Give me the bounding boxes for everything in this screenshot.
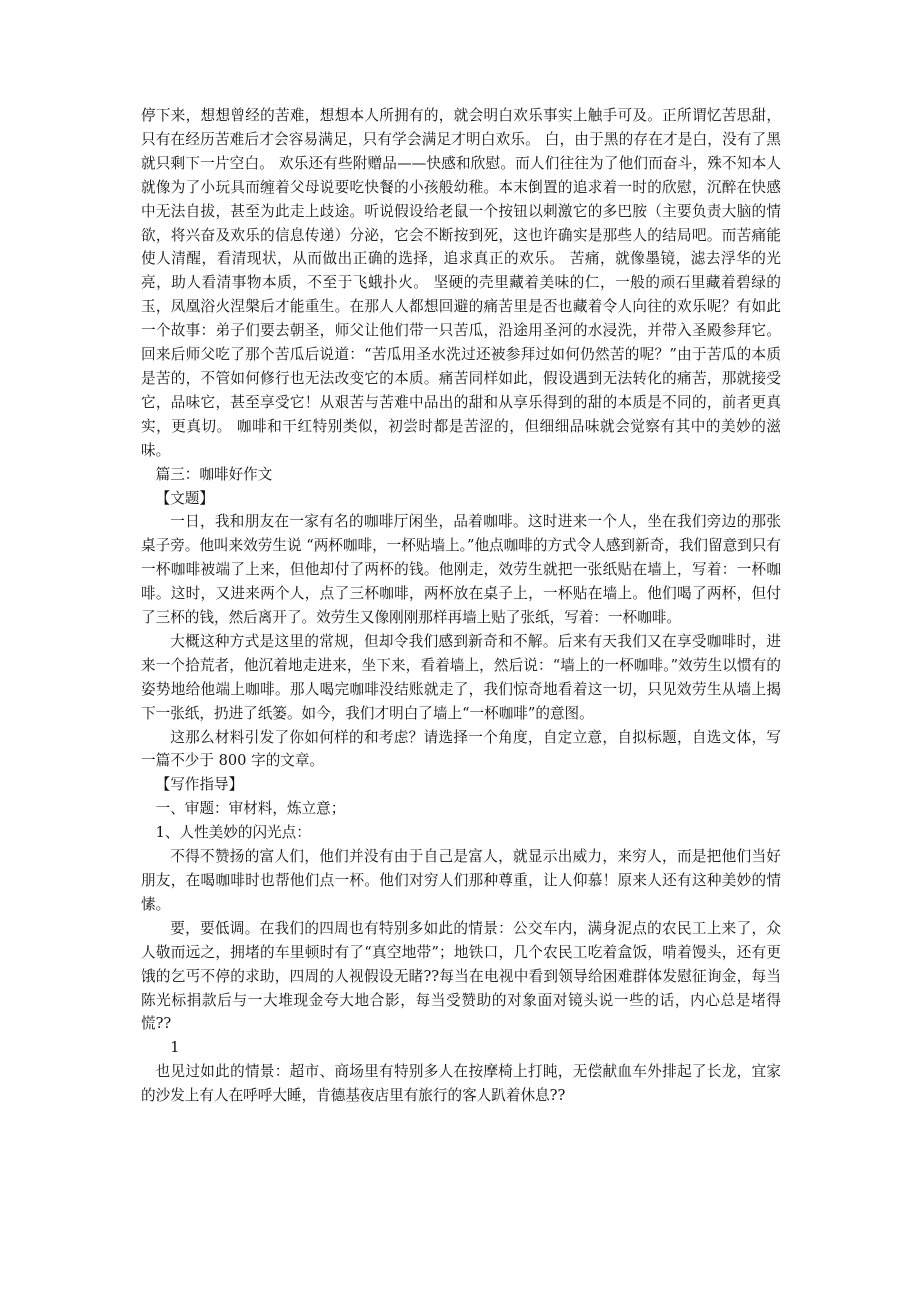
paragraph-story-2: 大概这种方式是这里的常规，但却令我们感到新奇和不解。后来有天我们又在享受咖啡时，进来一个拾荒者，他沉着地走进来，坐下来，看着墙上，然后说：“墙上的一杯咖啡。”效劳生以惯有的姿势地给他端上咖啡。那人喝完咖啡没结账就走了，我们惊奇地看着这一切，只见效劳生从墙上揭下一张纸，扔进了纸篓。如今，我们才明白了墙上“一杯咖啡”的意图。 [141, 632, 781, 722]
outline-item-1: 一、审题：审材料，炼立意； [155, 800, 346, 818]
paragraph-task: 这那么材料引发了你如何样的和考虑？请选择一个角度，自定立意，自拟标题，自选文体，写一篇不少于 800 字的文章。 [141, 728, 781, 770]
section-heading: 篇三：咖啡好作文 [155, 465, 273, 483]
paragraph-guidance-1: 不得不赞扬的富人们，他们并没有由于自己是富人，就显示出威力，来穷人，而是把他们当好朋友，在喝咖啡时也帮他们点一杯。他们对穷人们那种尊重，让人仰慕！原来人还有这种美妙的情愫。 [141, 848, 781, 913]
paragraph-continuation: 也见过如此的情景：超市、商场里有特别多人在按摩椅上打盹，无偿献血车外排起了长龙，宜家的沙发上有人在呼呼大睡，肯德基夜店里有旅行的客人趴着休息?? [141, 1063, 781, 1105]
paragraph-story-1: 一日，我和朋友在一家有名的咖啡厅闲坐，品着咖啡。这时进来一个人，坐在我们旁边的那张桌子旁。他叫来效劳生说 “两杯咖啡，一杯贴墙上。”他点咖啡的方式令人感到新奇，我们留意到只有一杯咖啡被端了上来，但他却付了两杯的钱。他刚走，效劳生就把一张纸贴在墙上，写着：一杯咖啡。这时，又进来两个人，点了三杯咖啡，两杯放在桌子上，一杯贴在墙上。他们喝了两杯，但付了三杯的钱，然后离开了。效劳生又像刚刚那样再墙上贴了张纸，写着：一杯咖啡。 [141, 513, 781, 627]
document-body [141, 104, 781, 1108]
subheading-prompt: 【文题】 [155, 489, 214, 507]
paragraph-intro: 停下来，想想曾经的苦难，想想本人所拥有的，就会明白欢乐事实上触手可及。正所谓忆苦思甜，只有在经历苦难后才会容易满足，只有学会满足才明白欢乐。 白，由于黑的存在才是白，没有了黑就只剩下一片空白。 欢乐还有些附赠品——快感和欣慰。而人们往往为了他们而奋斗，殊不知本人就像为了小玩具而缠着父母说要吃快餐的小孩般幼稚。本末倒置的追求着一时的欣慰，沉醉在快感中无法自拔，甚至为此走上歧途。听说假设给老鼠一个按钮以刺激它的多巴胺（主要负责大脑的情欲，将兴奋及欢乐的信息传递）分泌，它会不断按到死，这也许确实是那些人的结局吧。而苦痛能使人清醒，看清现状，从而做出正确的选择，追求真正的欢乐。 苦痛，就像墨镜，滤去浮华的光亮，助人看清事物本质，不至于飞蛾扑火。 坚硬的壳里藏着美味的仁，一般的顽石里藏着碧绿的玉，凤凰浴火涅槃后才能重生。在那人人都想回避的痛苦里是否也藏着令人向往的欢乐呢？有如此一个故事：弟子们要去朝圣，师父让他们带一只苦瓜，沿途用圣河的水浸洗，并带入圣殿参拜它。回来后师父吃了那个苦瓜后说道：“苦瓜用圣水洗过还被参拜过如何仍然苦的呢？”由于苦瓜的本质是苦的，不管如何修行也无法改变它的本质。痛苦同样如此，假设遇到无法转化的痛苦，那就接受它，品味它，甚至享受它！从艰苦与苦难中品出的甜和从享乐得到的甜的本质是不同的，前者更真实，更真切。 咖啡和干红特别类似，初尝时都是苦涩的，但细细品味就会觉察有其中的美妙的滋味。 [141, 107, 781, 459]
outline-item-1-1: 1、人性美妙的闪光点： [155, 824, 311, 842]
page-number: 1 [170, 1039, 180, 1057]
subheading-guidance: 【写作指导】 [155, 776, 244, 794]
paragraph-guidance-2: 要，要低调。在我们的四周也有特别多如此的情景：公交车内，满身泥点的农民工上来了，众人敬而远之，拥堵的车里顿时有了“真空地带”；地铁口，几个农民工吃着盒饭，啃着馒头，还有更饿的乞丐不停的求助，四周的人视假设无睹??每当在电视中看到领导给困难群体发慰征询金，每当陈光标捐款后与一大堆现金夸大地合影，每当受赞助的对象面对镜头说一些的话，内心总是堵得慌?? [141, 919, 781, 1033]
